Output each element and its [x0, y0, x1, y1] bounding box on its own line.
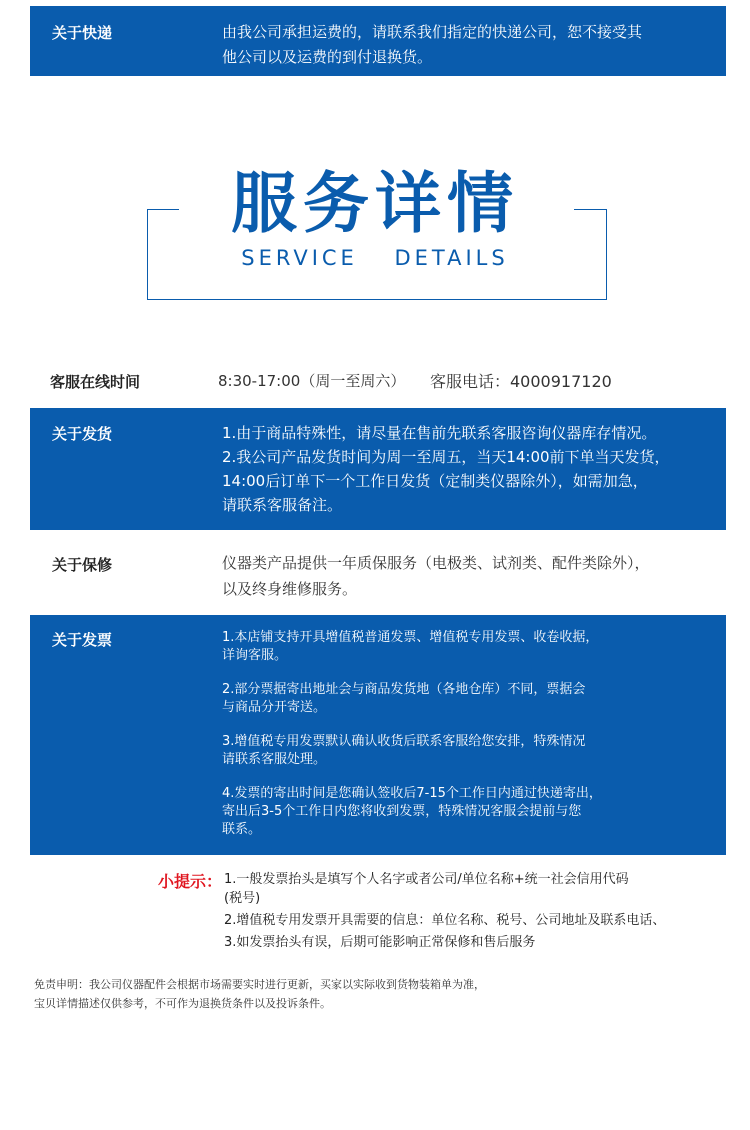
invoice-paragraph	[222, 785, 712, 839]
invoice-section	[30, 615, 726, 855]
invoice-paragraph	[222, 629, 712, 665]
warranty-text	[222, 550, 650, 602]
invoice-line: 2.部分票据寄出地址会与商品发货地（各地仓库）不同，票据会	[222, 682, 586, 697]
invoice-paragraph	[222, 681, 712, 717]
tips-list	[224, 870, 665, 955]
invoice-line: 寄出后3-5个工作日内您将收到发票，特殊情况客服会提前与您	[222, 804, 582, 819]
shipping-text	[222, 421, 712, 517]
express-label: 关于快递	[52, 24, 113, 42]
warranty-line: 以及终身维修服务。	[222, 580, 358, 598]
express-section	[30, 6, 726, 76]
shipping-label: 关于发货	[52, 425, 113, 443]
tip-line: 1.一般发票抬头是填写个人名字或者公司/单位名称+统一社会信用代码	[224, 872, 629, 887]
tip-line: 3.如发票抬头有误，后期可能影响正常保修和售后服务	[224, 935, 536, 950]
service-title: 服务详情	[231, 165, 519, 242]
invoice-text	[222, 629, 712, 855]
invoice-line: 3.增值税专用发票默认确认收货后联系客服给您安排，特殊情况	[222, 734, 586, 749]
hours-label: 客服在线时间	[50, 373, 141, 391]
invoice-line: 详询客服。	[222, 648, 288, 663]
shipping-line: 2.我公司产品发货时间为周一至周五，当天14:00前下单当天发货，	[222, 448, 670, 466]
warranty-label: 关于保修	[52, 556, 113, 574]
invoice-line: 请联系客服处理。	[222, 752, 327, 767]
tip-line: (税号)	[224, 891, 261, 906]
shipping-line: 请联系客服备注。	[222, 496, 343, 514]
tip-item	[224, 933, 665, 952]
invoice-line: 1.本店铺支持开具增值税普通发票、增值税专用发票、收卷收据，	[222, 630, 599, 645]
shipping-line: 1.由于商品特殊性，请尽量在售前先联系客服咨询仪器库存情况。	[222, 424, 657, 442]
express-line: 他公司以及运费的到付退换货。	[222, 48, 433, 66]
tip-item	[224, 870, 665, 908]
tip-item	[224, 911, 665, 930]
shipping-section	[30, 408, 726, 530]
warranty-line: 仪器类产品提供一年质保服务（电极类、试剂类、配件类除外），	[222, 554, 650, 572]
disclaimer	[34, 975, 485, 1013]
invoice-line: 与商品分开寄送。	[222, 700, 327, 715]
tip-line: 2.增值税专用发票开具需要的信息：单位名称、税号、公司地址及联系电话、	[224, 913, 666, 928]
service-subtitle: SERVICE DETAILS	[241, 246, 509, 270]
tips-title: 小提示：	[158, 872, 223, 891]
disclaimer-line: 宝贝详情描述仅供参考，不可作为退换货条件以及投诉条件。	[34, 997, 331, 1010]
invoice-paragraph	[222, 733, 712, 769]
disclaimer-line: 免责申明：我公司仪器配件会根据市场需要实时进行更新，买家以实际收到货物装箱单为准，	[34, 978, 485, 991]
invoice-label: 关于发票	[52, 631, 113, 649]
invoice-line: 联系。	[222, 822, 262, 837]
express-line: 由我公司承担运费的，请联系我们指定的快递公司，恕不接受其	[222, 23, 643, 41]
hours-time: 8:30-17:00（周一至周六）	[218, 372, 406, 390]
invoice-line: 4.发票的寄出时间是您确认签收后7-15个工作日内通过快递寄出，	[222, 786, 602, 801]
shipping-line: 14:00后订单下一个工作日发货（定制类仪器除外），如需加急，	[222, 472, 648, 490]
hours-phone: 客服电话：4000917120	[430, 372, 612, 391]
express-text	[222, 20, 712, 70]
